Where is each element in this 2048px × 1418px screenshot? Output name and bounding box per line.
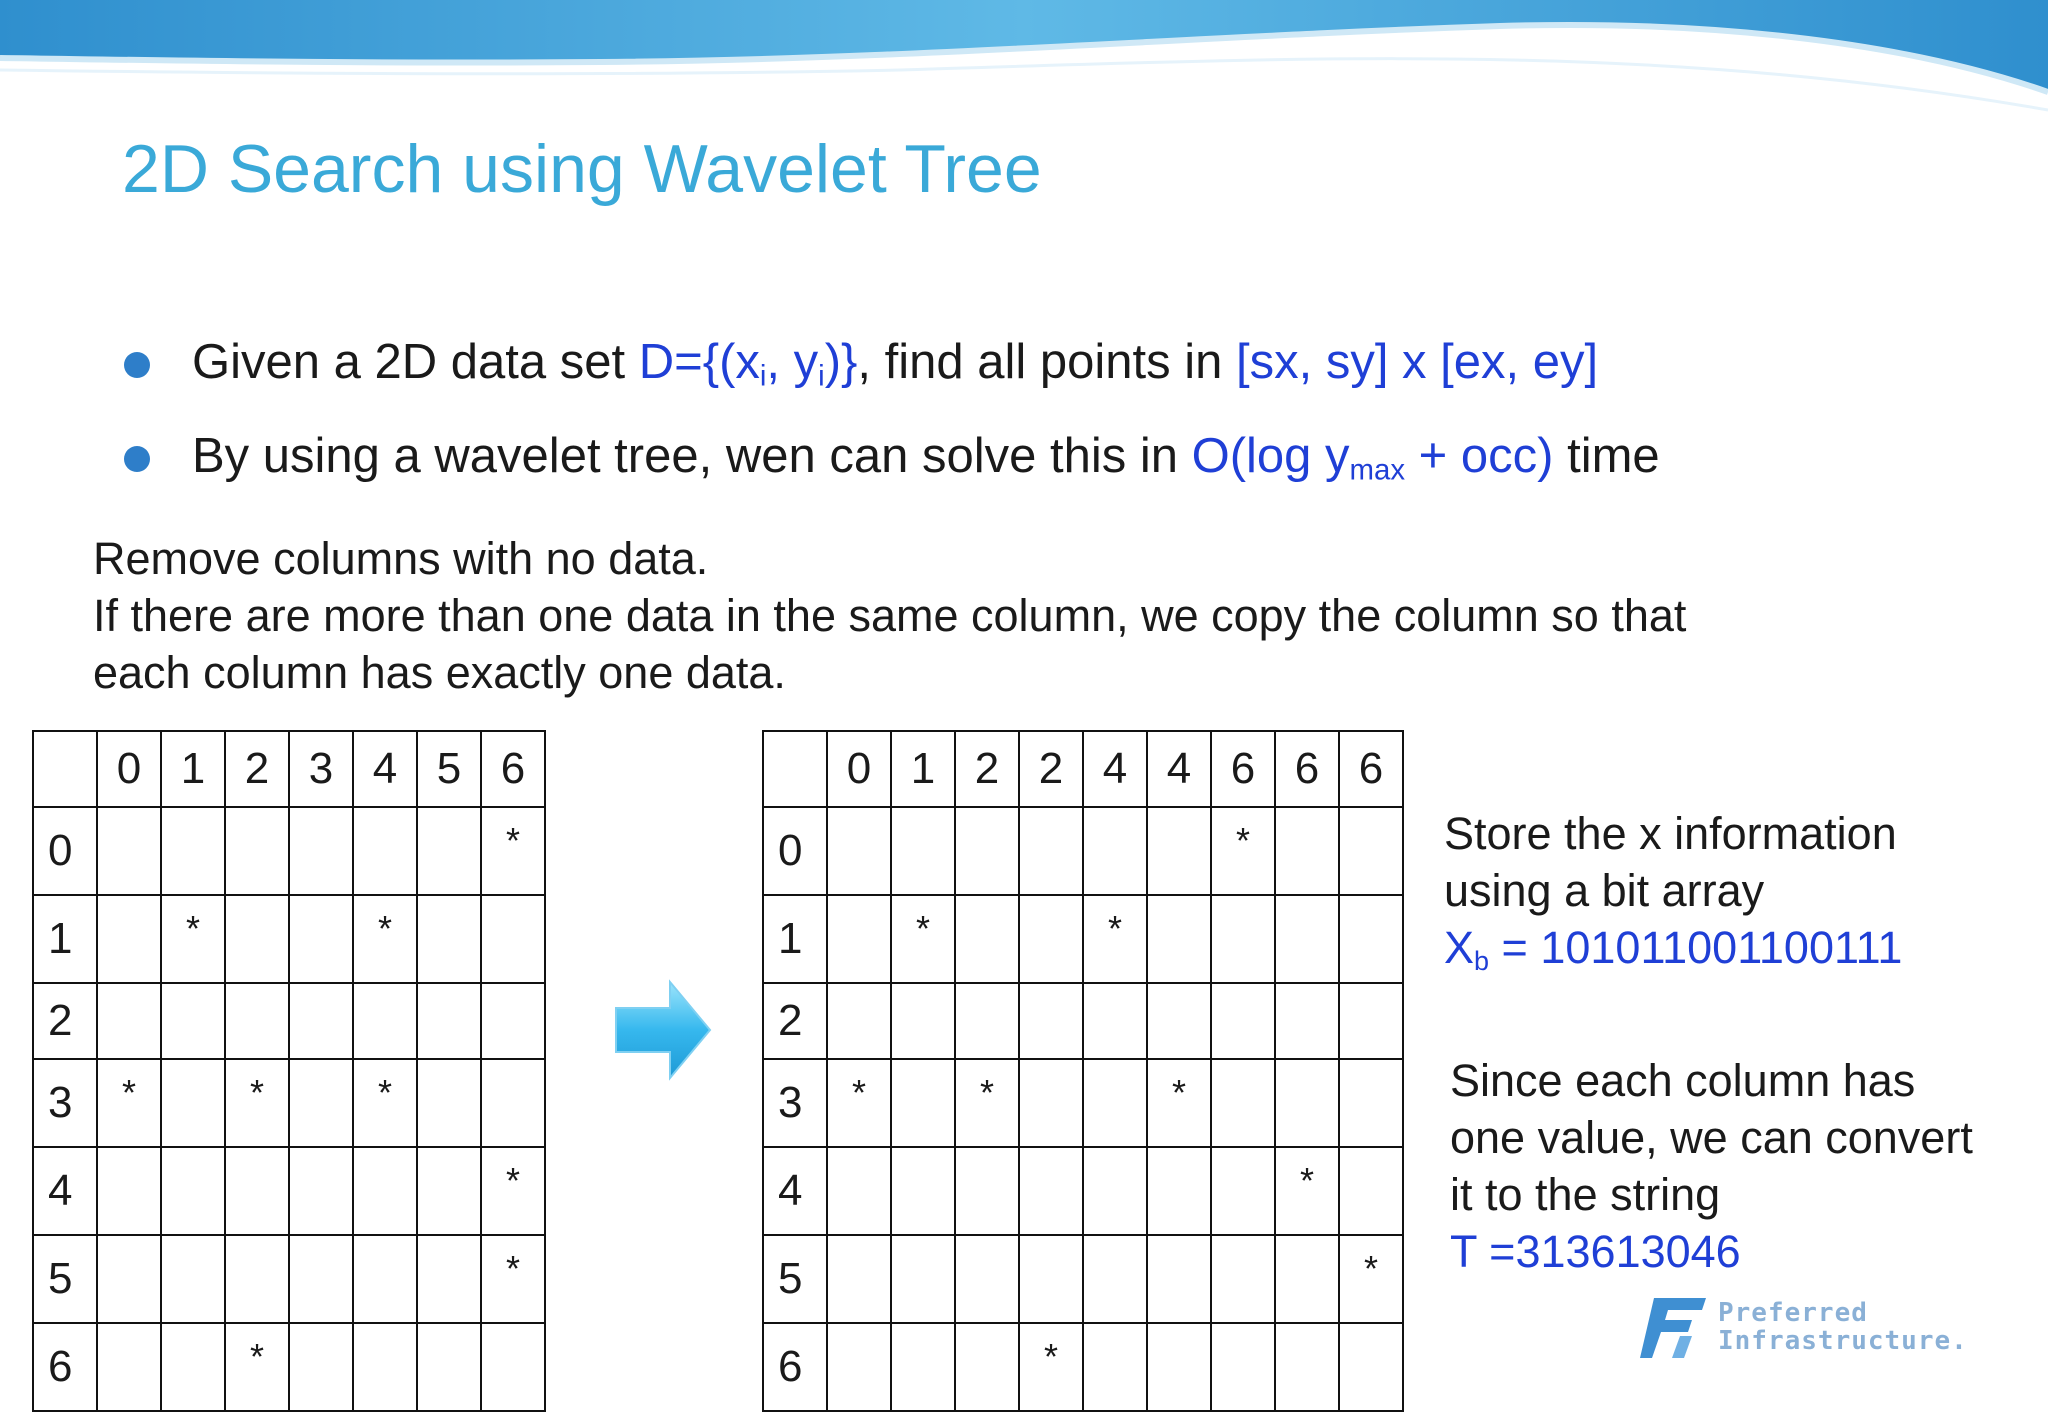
column-header: 5 (417, 731, 481, 807)
right-arrow-icon (612, 978, 714, 1082)
note-line: using a bit array (1444, 865, 1765, 916)
bullet-text: By using a wavelet tree, wen can solve this in (192, 429, 1192, 484)
grid-cell (225, 1147, 289, 1235)
data-point-cell: * (1019, 1323, 1083, 1411)
grid-cell (353, 807, 417, 895)
data-point-cell: * (481, 807, 545, 895)
grid-cell (827, 1235, 891, 1323)
grid-cell (1275, 807, 1339, 895)
row-header: 1 (33, 895, 97, 983)
data-point-cell: * (1147, 1059, 1211, 1147)
row-header: 4 (763, 1147, 827, 1235)
grid-cell (955, 895, 1019, 983)
grid-cell (161, 1323, 225, 1411)
data-point-cell: * (827, 1059, 891, 1147)
data-point-cell: * (481, 1147, 545, 1235)
grid-cell (161, 1147, 225, 1235)
grid-cell (97, 1147, 161, 1235)
grid-corner-cell (763, 731, 827, 807)
bullet-text: , find all points in (857, 335, 1236, 389)
grid-cell (1211, 1235, 1275, 1323)
note-line: Since each column has (1450, 1055, 1916, 1106)
grid-cell (955, 1323, 1019, 1411)
row-header: 2 (33, 983, 97, 1059)
grid-cell (225, 895, 289, 983)
row-header: 5 (33, 1235, 97, 1323)
grid-cell (1019, 1059, 1083, 1147)
grid-cell (97, 983, 161, 1059)
string-conversion-note (1450, 1052, 1973, 1280)
column-header: 6 (481, 731, 545, 807)
grid-row (33, 1147, 545, 1235)
row-header: 0 (33, 807, 97, 895)
note-line: it to the string (1450, 1169, 1721, 1220)
grid-cell (417, 1059, 481, 1147)
data-point-cell: * (353, 895, 417, 983)
company-logo (1640, 1296, 1970, 1362)
paragraph-line: Remove columns with no data. (93, 533, 709, 584)
grid-cell (891, 807, 955, 895)
column-header: 6 (1211, 731, 1275, 807)
grid-cell (1147, 807, 1211, 895)
grid-cell (1083, 807, 1147, 895)
bit-array-value: $X_b = 101011001100111$ (1444, 922, 1903, 976)
grid-row (33, 807, 545, 895)
grid-cell (97, 895, 161, 983)
grid-cell (955, 807, 1019, 895)
complexity-notation: O(log $y_{max} + occ$) (1191, 429, 1554, 487)
grid-row (763, 983, 1403, 1059)
data-point-cell: * (225, 1323, 289, 1411)
grid-cell (1339, 1059, 1403, 1147)
column-header: 0 (827, 731, 891, 807)
grid-cell (955, 983, 1019, 1059)
data-point-cell: * (891, 895, 955, 983)
grid-row (33, 1059, 545, 1147)
grid-cell (289, 807, 353, 895)
bullet-dot-icon (124, 352, 150, 378)
row-header: 3 (763, 1059, 827, 1147)
grid-cell (1339, 983, 1403, 1059)
grid-cell (289, 1147, 353, 1235)
range-notation: [sx, sy] x [ex, ey] (1235, 335, 1599, 389)
grid-cell (827, 807, 891, 895)
grid-cell (1019, 895, 1083, 983)
grid-row (33, 983, 545, 1059)
bullet-dot-icon (124, 446, 150, 472)
grid-cell (955, 1147, 1019, 1235)
grid-cell (225, 807, 289, 895)
grid-cell (1275, 1323, 1339, 1411)
grid-cell (97, 1323, 161, 1411)
original-grid-table (32, 730, 546, 1412)
row-header: 3 (33, 1059, 97, 1147)
grid-cell (353, 983, 417, 1059)
row-header: 6 (33, 1323, 97, 1411)
note-line: one value, we can convert (1450, 1112, 1973, 1163)
grid-header-row (763, 731, 1403, 807)
column-header: 6 (1339, 731, 1403, 807)
grid-cell (1147, 1323, 1211, 1411)
grid-cell (1275, 1235, 1339, 1323)
grid-cell (161, 807, 225, 895)
grid-row (763, 895, 1403, 983)
grid-cell (1275, 895, 1339, 983)
grid-cell (481, 1323, 545, 1411)
grid-cell (289, 1059, 353, 1147)
grid-cell (1275, 983, 1339, 1059)
data-point-cell: * (1275, 1147, 1339, 1235)
grid-row (33, 895, 545, 983)
bullet-item (122, 322, 1660, 416)
grid-cell (289, 1323, 353, 1411)
grid-row (763, 1235, 1403, 1323)
grid-cell (891, 983, 955, 1059)
grid-cell (1339, 1147, 1403, 1235)
grid-corner-cell (33, 731, 97, 807)
paragraph-line: each column has exactly one data. (93, 647, 786, 698)
grid-cell (1083, 1323, 1147, 1411)
data-point-cell: * (1083, 895, 1147, 983)
column-header: 0 (97, 731, 161, 807)
grid-cell (1147, 1147, 1211, 1235)
grid-cell (289, 895, 353, 983)
grid-cell (827, 1323, 891, 1411)
compressed-grid-table (762, 730, 1404, 1412)
grid-cell (353, 1147, 417, 1235)
grid-cell (1339, 1323, 1403, 1411)
column-header: 3 (289, 731, 353, 807)
explanation-paragraph (93, 530, 1686, 701)
column-header: 4 (353, 731, 417, 807)
grid-cell (955, 1235, 1019, 1323)
note-line: Store the x information (1444, 808, 1897, 859)
grid-cell (891, 1059, 955, 1147)
grid-cell (225, 1235, 289, 1323)
grid-cell (417, 1235, 481, 1323)
row-header: 4 (33, 1147, 97, 1235)
row-header: 1 (763, 895, 827, 983)
grid-cell (417, 895, 481, 983)
grid-cell (481, 983, 545, 1059)
grid-cell (827, 983, 891, 1059)
data-point-cell: * (955, 1059, 1019, 1147)
dataset-notation: $D=\{(x_i$, $y_i$)} (638, 335, 858, 393)
data-point-cell: * (161, 895, 225, 983)
grid-cell (891, 1323, 955, 1411)
grid-cell (417, 1147, 481, 1235)
grid-cell (1339, 807, 1403, 895)
logo-text: Preferred (1718, 1298, 1868, 1328)
grid-row (763, 1059, 1403, 1147)
bullet-text: time (1553, 429, 1660, 484)
row-header: 2 (763, 983, 827, 1059)
grid-cell (1019, 1235, 1083, 1323)
grid-cell (827, 1147, 891, 1235)
grid-cell (1339, 895, 1403, 983)
logo-icon (1640, 1296, 1710, 1360)
bit-array-note (1444, 805, 1902, 990)
grid-cell (1083, 1235, 1147, 1323)
grid-cell (97, 807, 161, 895)
grid-cell (225, 983, 289, 1059)
grid-cell (1211, 983, 1275, 1059)
grid-cell (1147, 983, 1211, 1059)
grid-cell (1211, 895, 1275, 983)
grid-cell (891, 1235, 955, 1323)
grid-row (33, 1323, 545, 1411)
row-header: 0 (763, 807, 827, 895)
column-header: 2 (1019, 731, 1083, 807)
logo-text: Infrastructure. (1718, 1326, 1968, 1356)
grid-cell (1147, 895, 1211, 983)
grid-cell (1147, 1235, 1211, 1323)
column-header: 1 (161, 731, 225, 807)
grid-cell (353, 1235, 417, 1323)
column-header: 2 (225, 731, 289, 807)
grid-cell (353, 1323, 417, 1411)
grid-cell (161, 983, 225, 1059)
data-point-cell: * (97, 1059, 161, 1147)
grid-cell (417, 1323, 481, 1411)
data-point-cell: * (1211, 807, 1275, 895)
column-header: 2 (955, 731, 1019, 807)
paragraph-line: If there are more than one data in the same column, we copy the column so that (93, 590, 1687, 641)
data-point-cell: * (481, 1235, 545, 1323)
grid-row (763, 1147, 1403, 1235)
grid-cell (1211, 1059, 1275, 1147)
grid-row (763, 807, 1403, 895)
grid-cell (289, 983, 353, 1059)
header-wave-decoration (0, 0, 2048, 130)
grid-cell (417, 807, 481, 895)
grid-cell (1083, 983, 1147, 1059)
grid-cell (891, 1147, 955, 1235)
column-header: 1 (891, 731, 955, 807)
grid-row (763, 1323, 1403, 1411)
bullet-item (122, 416, 1660, 510)
grid-header-row (33, 731, 545, 807)
column-header: 4 (1083, 731, 1147, 807)
data-point-cell: * (225, 1059, 289, 1147)
grid-cell (417, 983, 481, 1059)
column-header: 6 (1275, 731, 1339, 807)
slide-title: 2D Search using Wavelet Tree (122, 131, 1042, 207)
grid-cell (97, 1235, 161, 1323)
data-point-cell: * (353, 1059, 417, 1147)
grid-cell (1083, 1147, 1147, 1235)
grid-cell (1211, 1147, 1275, 1235)
grid-cell (1275, 1059, 1339, 1147)
data-point-cell: * (1339, 1235, 1403, 1323)
grid-cell (161, 1235, 225, 1323)
grid-cell (1083, 1059, 1147, 1147)
grid-cell (481, 895, 545, 983)
grid-cell (289, 1235, 353, 1323)
grid-cell (1019, 807, 1083, 895)
string-value: T =313613046 (1450, 1226, 1741, 1277)
grid-cell (827, 895, 891, 983)
row-header: 6 (763, 1323, 827, 1411)
grid-cell (161, 1059, 225, 1147)
bullet-list (122, 322, 1660, 511)
grid-cell (1019, 1147, 1083, 1235)
bullet-text: Given a 2D data set (192, 335, 639, 389)
grid-cell (1211, 1323, 1275, 1411)
column-header: 4 (1147, 731, 1211, 807)
grid-cell (481, 1059, 545, 1147)
row-header: 5 (763, 1235, 827, 1323)
grid-row (33, 1235, 545, 1323)
grid-cell (1019, 983, 1083, 1059)
